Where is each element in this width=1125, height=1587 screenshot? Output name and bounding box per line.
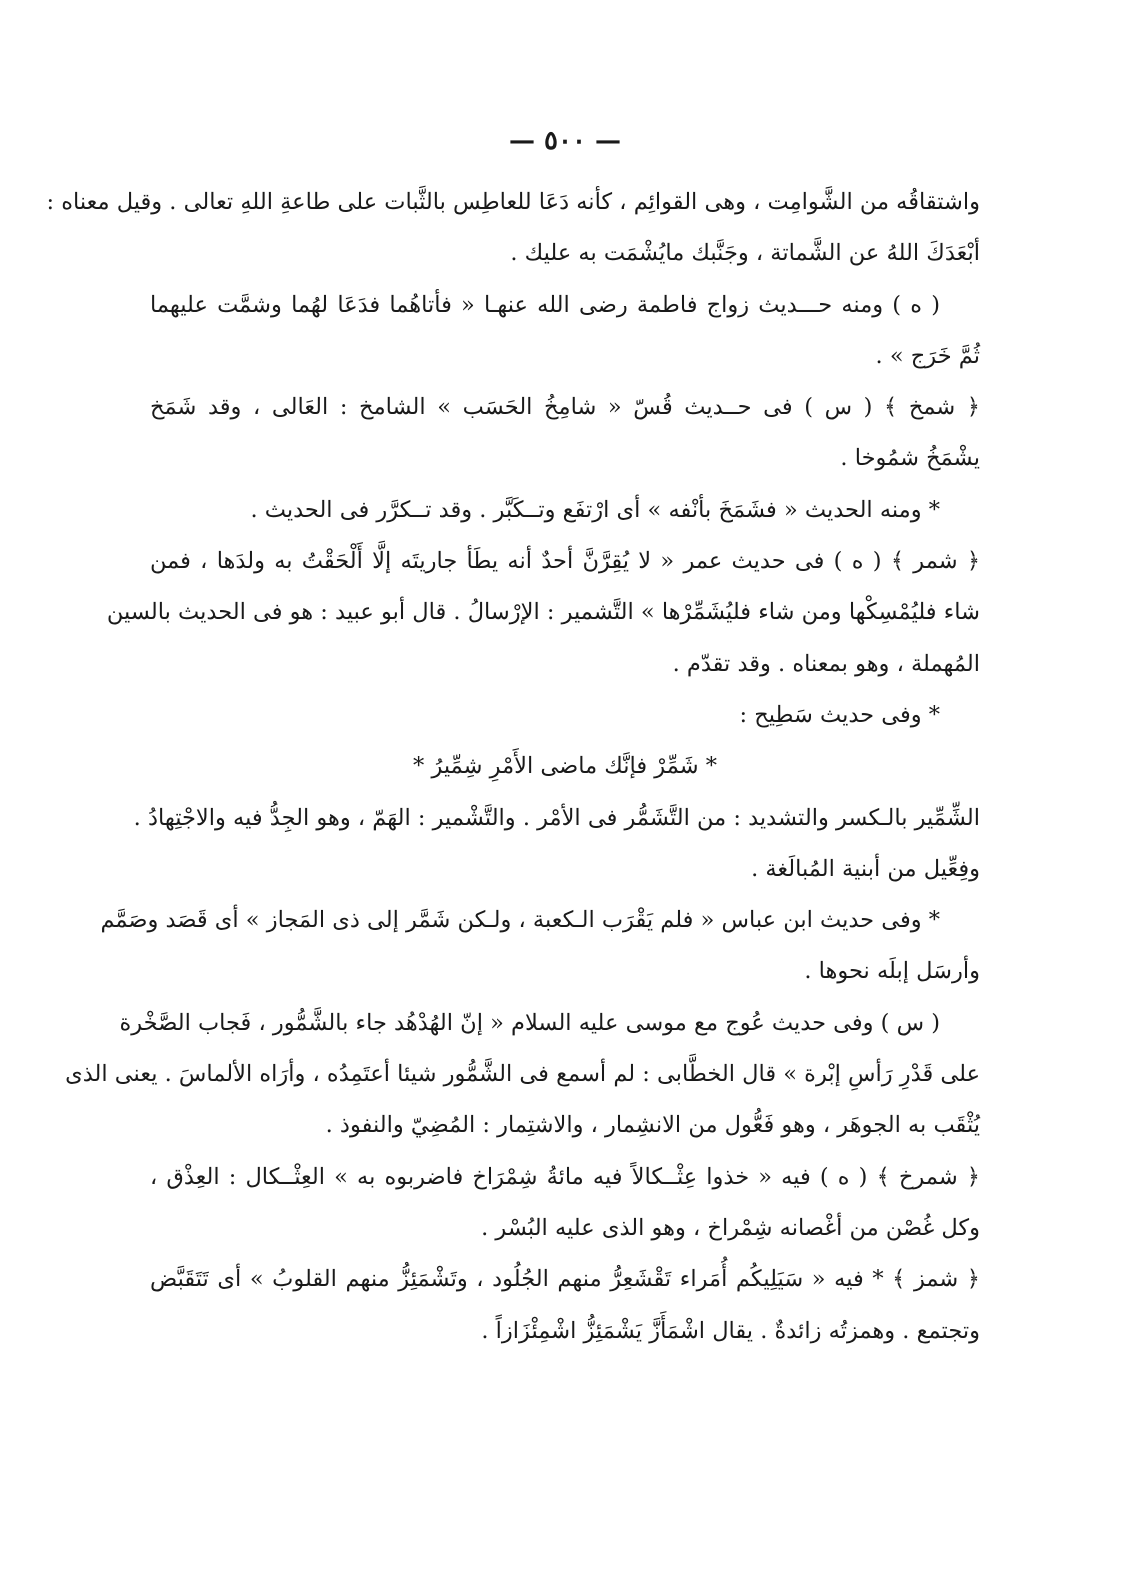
text-line: المُهملة ، وهو بمعناه . وقد تقدّم . <box>672 650 980 677</box>
text-line: على قَدْرِ رَأسِ إبْرة » قال الخطَّابى : لم أسمع فى الشَّمُّور شيئا أعتَمِدُه ، وأرَاه الألماسَ . يعنى الذى <box>65 1061 980 1088</box>
text-body <box>46 177 980 1357</box>
text-line: ثُمَّ خَرَج » . <box>875 342 980 369</box>
text-line: الشِّمِّير بالـكسر والتشديد : من التَّشَمُّر فى الأمْر . والتَّشْمير : الهَمّ ، وهو الجِدُّ فيه والاجْتِهادُ . <box>133 804 980 831</box>
text-line: وتجتمع . وهمزتُه زائدةٌ . يقال اشْمَأَزَّ يَشْمَئِزُّ اشْمِئْزَازاً . <box>481 1317 980 1344</box>
text-line: وفِعِّيل من أبنية المُبالَغة . <box>751 855 980 882</box>
document-page <box>46 115 980 1357</box>
text-line: * شَمِّرْ فإنَّك ماضى الأَمْرِ شِمِّيرُ * <box>413 753 717 780</box>
text-line: ( س ) وفى حديث عُوج مع موسى عليه السلام « إنّ الهُدْهُد جاء بالشَّمُّور ، فَجاب الصَّخْرة <box>119 1009 940 1036</box>
text-line: وأرسَل إبلَه نحوها . <box>804 958 980 985</box>
text-line: * وفى حديث ابن عباس « فلم يَقْرَب الـكعبة ، ولـكن شَمَّر إلى ذى المَجاز » أى قَصَد وصَمَّم <box>100 907 940 934</box>
text-line: يشْمَخُ شمُوخا . <box>840 445 980 472</box>
text-line: ﴿ شمر ﴾ ( ه ) فى حديث عمر « لا يُقِرَّنَّ أحدٌ أنه يطَأ جاريتَه إلَّا أَلْحَقْتُ به ولدَها ، فمن <box>150 548 980 575</box>
page-number: — ٥٠٠ — <box>508 126 622 156</box>
text-line: ﴿ شمخ ﴾ ( س ) فى حــديث قُسّ « شامِخُ الحَسَب » الشامخ : العَالى ، وقد شَمَخ <box>150 394 980 421</box>
text-line: يُثْقَب به الجوهَر ، وهو فَعُّول من الانشِمار ، والاشتِمار : المُضِيّ والنفوذ . <box>325 1112 980 1139</box>
text-line: واشتقاقُه من الشَّوامِت ، وهى القوائِم ، كأنه دَعَا للعاطِس بالثَّبات على طاعةِ اللهِ تعالى . وقيل معناه : <box>46 189 980 215</box>
text-line: * ومنه الحديث « فشَمَخَ بأنْفه » أى ارْتفَع وتــكَبَّر . وقد تــكرَّر فى الحديث . <box>250 496 940 523</box>
text-line: أبْعَدَكَ اللهُ عن الشَّماتة ، وجَنَّبك مايُشْمَت به عليك . <box>510 240 980 267</box>
text-line: ﴿ شمز ﴾ * فيه « سَيَلِيكُم أُمَراء تَقْشَعِرُّ منهم الجُلُود ، وتَشْمَئِزُّ منهم القلوبُ » أى تَتَقَبَّض <box>150 1266 980 1293</box>
text-line: ﴿ شمرخ ﴾ ( ه ) فيه « خذوا عِثْــكالاً فيه مائةُ شِمْرَاخ فاضربوه به » العِثْــكال : العِذْق ، <box>150 1163 980 1190</box>
text-line: وكل غُصْن من أغْصانه شِمْراخ ، وهو الذى عليه البُسْر . <box>481 1214 980 1241</box>
text-line: * وفى حديث سَطِيح : <box>739 701 940 728</box>
text-line: شاء فليُمْسِكْها ومن شاء فليُشَمِّرْها » التَّشمير : الإرْسالُ . قال أبو عبيد : هو فى الحديث بالسين <box>106 599 980 626</box>
text-line: ( ه ) ومنه حـــديث زواج فاطمة رضى الله عنهـا « فأتاهُما فدَعَا لهُما وشمَّت عليهما <box>150 291 940 318</box>
